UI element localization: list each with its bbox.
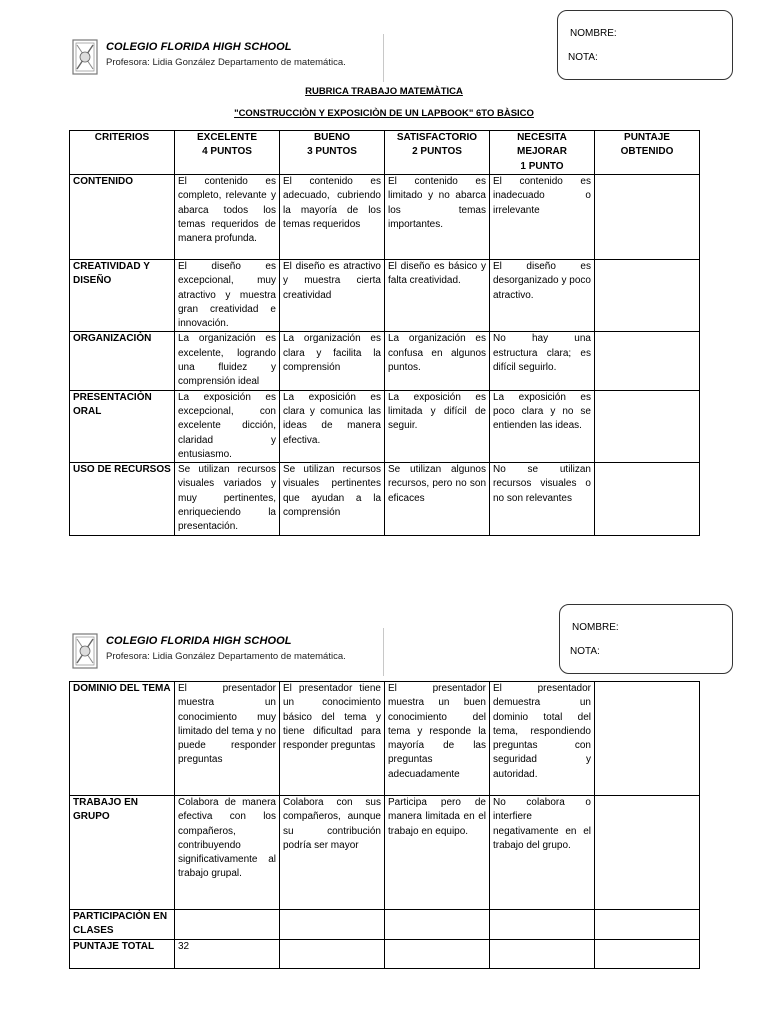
header-divider	[383, 34, 384, 82]
criterion-cell: PARTICIPACIÒN EN CLASES	[70, 910, 175, 940]
excelente-cell: La organización es excelente, logrando una fluidez y comprensión ideal	[175, 332, 280, 390]
criterion-cell: PUNTAJE TOTAL	[70, 939, 175, 968]
school-crest-icon	[72, 632, 98, 670]
bueno-cell[interactable]	[280, 910, 385, 940]
table-row	[70, 175, 700, 260]
criterion-cell: ORGANIZACIÒN	[70, 332, 175, 390]
score-cell[interactable]	[595, 910, 700, 940]
satisfactorio-cell: La exposición es limitada y difícil de seguir.	[385, 390, 490, 462]
rubric-table-2	[69, 681, 700, 969]
header-divider	[383, 628, 384, 676]
professor-line: Profesora: Lidia González Departamento de matemática.	[106, 651, 346, 662]
score-cell[interactable]	[595, 463, 700, 535]
col-criterios: CRITERIOS	[70, 131, 175, 175]
satisfactorio-cell: El contenido es limitado y no abarca los temas importantes.	[385, 175, 490, 260]
professor-line: Profesora: Lidia González Departamento de matemática.	[106, 57, 346, 68]
excelente-cell: El presentador muestra un conocimiento muy limitado del tema y no puede responder preguntas	[175, 682, 280, 796]
school-header	[72, 36, 384, 80]
table-row	[70, 939, 700, 968]
col-puntaje-obtenido: PUNTAJE OBTENIDO	[595, 131, 700, 175]
table-row	[70, 390, 700, 462]
mejorar-cell: El contenido es inadecuado o irrelevante	[490, 175, 595, 260]
mejorar-cell: El diseño es desorganizado y poco atractivo.	[490, 260, 595, 332]
table-row	[70, 463, 700, 535]
satisfactorio-cell: El presentador muestra un buen conocimiento del tema y responde la mayoría de las preguntas adecuadamente	[385, 682, 490, 796]
name-grade-box	[557, 10, 733, 80]
satisfactorio-cell: Se utilizan algunos recursos, pero no son eficaces	[385, 463, 490, 535]
col-excelente: EXCELENTE 4 PUNTOS	[175, 131, 280, 175]
score-cell[interactable]	[595, 260, 700, 332]
school-crest-icon	[72, 38, 98, 76]
mejorar-cell: La exposición es poco clara y no se entienden las ideas.	[490, 390, 595, 462]
rubric-subtitle: "CONSTRUCCIÒN Y EXPOSICIÒN DE UN LAPBOOK" 6TO BÀSICO	[234, 108, 534, 119]
bueno-cell: Se utilizan recursos visuales pertinentes que ayudan a la comprensión	[280, 463, 385, 535]
name-grade-box-2	[559, 604, 733, 674]
score-cell[interactable]	[595, 390, 700, 462]
nota-label: NOTA:	[570, 646, 600, 657]
table-row	[70, 682, 700, 796]
mejorar-cell: No colabora o interfiere negativamente en el trabajo del grupo.	[490, 796, 595, 910]
nota-label: NOTA:	[568, 52, 598, 63]
col-satisfactorio: SATISFACTORIO 2 PUNTOS	[385, 131, 490, 175]
bueno-cell[interactable]	[280, 939, 385, 968]
score-cell[interactable]	[595, 682, 700, 796]
bueno-cell: El diseño es atractivo y muestra cierta creatividad	[280, 260, 385, 332]
rubric-title: RUBRICA TRABAJO MATEMÀTICA	[305, 86, 463, 97]
excelente-cell: La exposición es excepcional, con excelente dicción, claridad y entusiasmo.	[175, 390, 280, 462]
mejorar-cell: No hay una estructura clara; es difícil seguirlo.	[490, 332, 595, 390]
satisfactorio-cell: El diseño es básico y falta creatividad.	[385, 260, 490, 332]
header-row	[70, 131, 700, 175]
satisfactorio-cell[interactable]	[385, 910, 490, 940]
mejorar-cell: El presentador demuestra un dominio total del tema, respondiendo preguntas con seguridad y autoridad.	[490, 682, 595, 796]
nombre-label: NOMBRE:	[572, 622, 619, 633]
total-value-cell[interactable]: 32	[175, 939, 280, 968]
table-row	[70, 910, 700, 940]
table-row	[70, 260, 700, 332]
score-cell[interactable]	[595, 332, 700, 390]
score-cell[interactable]	[595, 796, 700, 910]
score-cell[interactable]	[595, 175, 700, 260]
col-necesita-mejorar: NECESITA MEJORAR 1 PUNTO	[490, 131, 595, 175]
excelente-cell[interactable]	[175, 910, 280, 940]
criterion-cell: USO DE RECURSOS	[70, 463, 175, 535]
satisfactorio-cell: Participa pero de manera limitada en el trabajo en equipo.	[385, 796, 490, 910]
mejorar-cell[interactable]	[490, 910, 595, 940]
score-cell[interactable]	[595, 939, 700, 968]
criterion-cell: DOMINIO DEL TEMA	[70, 682, 175, 796]
criterion-cell: TRABAJO EN GRUPO	[70, 796, 175, 910]
bueno-cell: El contenido es adecuado, cubriendo la mayoría de los temas requeridos	[280, 175, 385, 260]
satisfactorio-cell: La organización es confusa en algunos puntos.	[385, 332, 490, 390]
school-name: COLEGIO FLORIDA HIGH SCHOOL	[106, 635, 292, 647]
table-row	[70, 332, 700, 390]
bueno-cell: El presentador tiene un conocimiento básico del tema y tiene dificultad para responder preguntas	[280, 682, 385, 796]
mejorar-cell[interactable]	[490, 939, 595, 968]
mejorar-cell: No se utilizan recursos visuales o no son relevantes	[490, 463, 595, 535]
bueno-cell: La exposición es clara y comunica las ideas de manera efectiva.	[280, 390, 385, 462]
criterion-cell: PRESENTACIÒN ORAL	[70, 390, 175, 462]
excelente-cell: El contenido es completo, relevante y abarca todos los temas requeridos de manera profunda.	[175, 175, 280, 260]
excelente-cell: Colabora de manera efectiva con los compañeros, contribuyendo significativamente al trabajo grupal.	[175, 796, 280, 910]
col-bueno: BUENO 3 PUNTOS	[280, 131, 385, 175]
criterion-cell: CONTENIDO	[70, 175, 175, 260]
school-header-2	[72, 630, 384, 674]
satisfactorio-cell[interactable]	[385, 939, 490, 968]
rubric-table	[69, 130, 700, 536]
bueno-cell: La organización es clara y facilita la comprensión	[280, 332, 385, 390]
excelente-cell: El diseño es excepcional, muy atractivo y muestra gran creatividad e innovación.	[175, 260, 280, 332]
criterion-cell: CREATIVIDAD Y DISEÑO	[70, 260, 175, 332]
excelente-cell: Se utilizan recursos visuales variados y muy pertinentes, enriqueciendo la presentación.	[175, 463, 280, 535]
bueno-cell: Colabora con sus compañeros, aunque su contribución podría ser mayor	[280, 796, 385, 910]
nombre-label: NOMBRE:	[570, 28, 617, 39]
table-row	[70, 796, 700, 910]
school-name: COLEGIO FLORIDA HIGH SCHOOL	[106, 41, 292, 53]
